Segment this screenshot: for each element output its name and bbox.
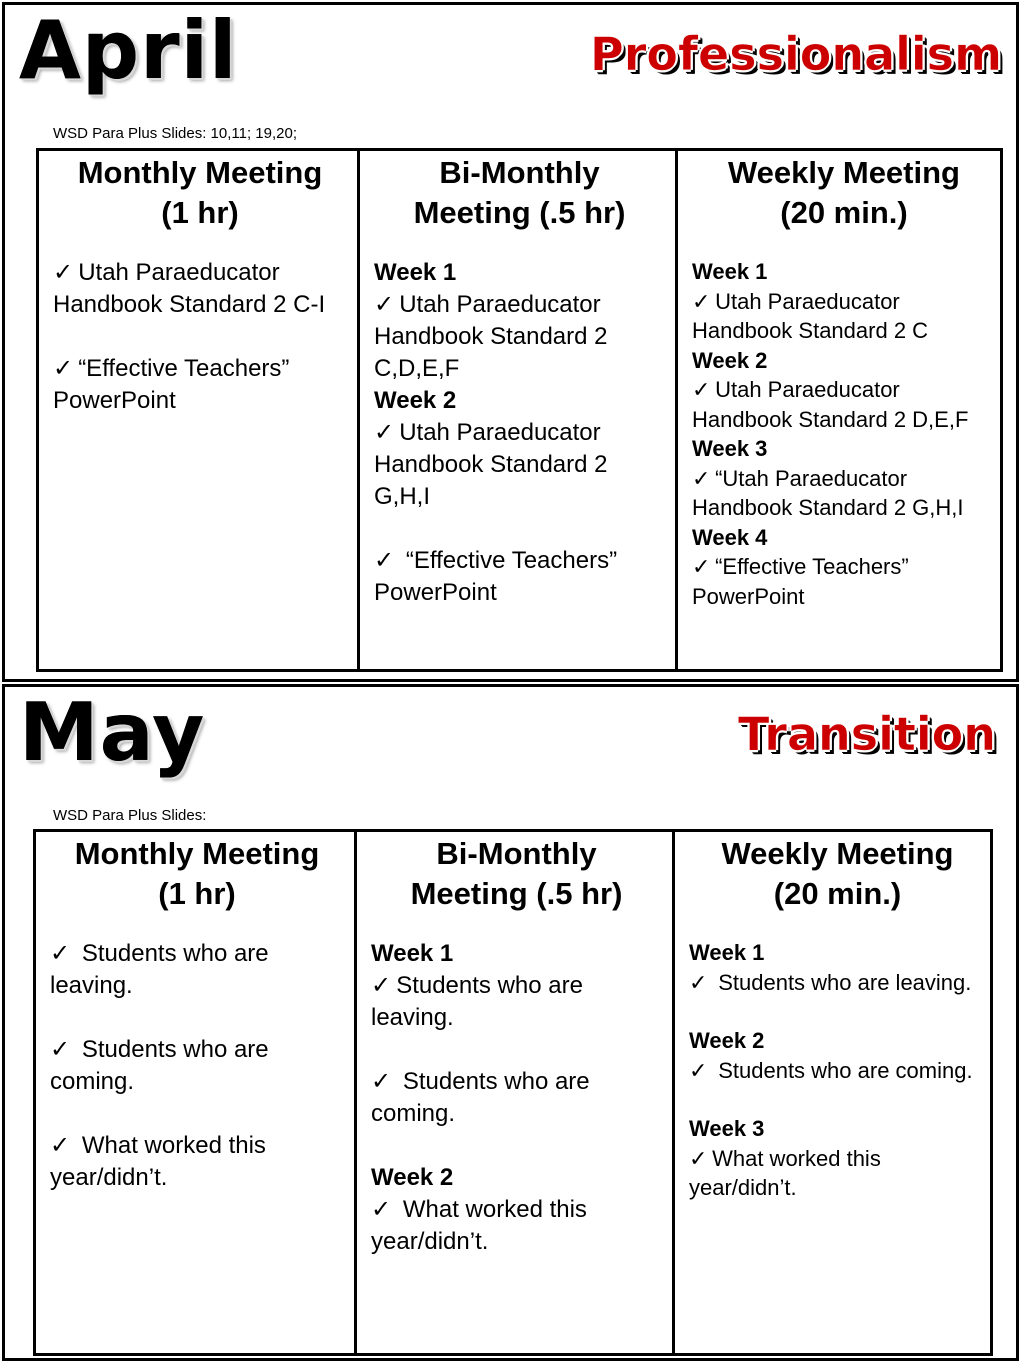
- column-body: [53, 257, 347, 417]
- list-item: [53, 353, 347, 417]
- item-text: Students who are coming.: [50, 1036, 269, 1095]
- week-label: Week 2: [689, 1028, 765, 1053]
- weekly-meeting-column: [675, 151, 1000, 669]
- check-mark-icon: ✓: [692, 288, 711, 314]
- item-text: Students who are leaving.: [371, 972, 583, 1031]
- list-item: [374, 417, 665, 513]
- week-label: Week 2: [371, 1164, 454, 1191]
- month-title: April: [19, 4, 238, 97]
- item-text: What worked this year/didn’t.: [50, 1132, 266, 1191]
- column-heading: [692, 153, 996, 233]
- check-mark-icon: ✓: [50, 1036, 71, 1063]
- week-label: Week 1: [371, 940, 454, 967]
- heading-line: Meeting (.5 hr): [410, 876, 623, 911]
- list-item: [374, 545, 665, 609]
- heading-line: (20 min.): [780, 195, 908, 230]
- check-mark-icon: ✓: [374, 547, 395, 574]
- item-text: Utah Paraeducator Handbook Standard 2 G,H,I: [374, 419, 608, 510]
- check-mark-icon: ✓: [50, 1132, 71, 1159]
- column-body: [371, 938, 662, 1258]
- item-text: Students who are leaving.: [50, 940, 269, 999]
- list-item: [50, 938, 344, 1002]
- check-mark-icon: ✓: [53, 259, 74, 286]
- item-text: Utah Paraeducator Handbook Standard 2 D,E,F: [692, 377, 969, 432]
- bi-monthly-meeting-column: [357, 151, 675, 669]
- item-text: Students who are coming.: [718, 1057, 973, 1083]
- heading-line: (1 hr): [158, 876, 236, 911]
- check-mark-icon: ✓: [371, 972, 392, 999]
- slides-reference: WSD Para Plus Slides: 10,11; 19,20;: [53, 125, 298, 142]
- list-item: [692, 375, 996, 434]
- bi-monthly-meeting-column: [354, 832, 672, 1353]
- list-item: [692, 552, 996, 611]
- column-heading: [689, 834, 986, 914]
- column-heading: [374, 153, 665, 233]
- check-mark-icon: ✓: [53, 355, 74, 382]
- check-mark-icon: ✓: [689, 1145, 708, 1171]
- item-text: Utah Paraeducator Handbook Standard 2 C: [692, 288, 929, 343]
- heading-line: (1 hr): [161, 195, 239, 230]
- list-item: [53, 257, 347, 321]
- item-text: What worked this year/didn’t.: [689, 1145, 881, 1200]
- column-heading: [50, 834, 344, 914]
- week-label: Week 1: [689, 940, 765, 965]
- list-item: [374, 289, 665, 385]
- column-heading: [371, 834, 662, 914]
- theme-title: Professionalism: [590, 27, 1002, 81]
- item-text: Utah Paraeducator Handbook Standard 2 C,D,E,F: [374, 291, 608, 382]
- list-item: [371, 1194, 662, 1258]
- column-body: [374, 257, 665, 609]
- list-item: [50, 1130, 344, 1194]
- list-item: [692, 464, 996, 523]
- month-title: May: [19, 686, 206, 779]
- check-mark-icon: ✓: [689, 1057, 708, 1083]
- week-label: Week 1: [692, 259, 768, 284]
- list-item: [689, 968, 986, 998]
- slides-reference: WSD Para Plus Slides:: [53, 807, 207, 824]
- check-mark-icon: ✓: [692, 465, 711, 491]
- list-item: [50, 1034, 344, 1098]
- item-text: “Effective Teachers” PowerPoint: [374, 547, 618, 606]
- week-label: Week 2: [692, 347, 768, 373]
- heading-line: Weekly Meeting: [721, 836, 954, 871]
- column-heading: [53, 153, 347, 233]
- list-item: [371, 970, 662, 1034]
- check-mark-icon: ✓: [692, 554, 711, 579]
- week-label: Week 4: [692, 524, 768, 550]
- check-mark-icon: ✓: [374, 291, 395, 318]
- column-body: [692, 257, 996, 611]
- list-item: [689, 1144, 986, 1203]
- heading-line: Bi-Monthly: [436, 836, 597, 871]
- heading-line: Meeting (.5 hr): [413, 195, 626, 230]
- week-label: Week 3: [689, 1116, 765, 1141]
- item-text: What worked this year/didn’t.: [371, 1196, 587, 1255]
- list-item: [371, 1066, 662, 1130]
- column-body: [689, 938, 986, 1203]
- april-slide: [2, 2, 1019, 682]
- item-text: “Utah Paraeducator Handbook Standard 2 G,H,I: [692, 465, 964, 520]
- check-mark-icon: ✓: [50, 940, 71, 967]
- meeting-table: [36, 148, 1003, 672]
- heading-line: (20 min.): [773, 876, 902, 911]
- item-text: “Effective Teachers” PowerPoint: [692, 554, 909, 609]
- item-text: Utah Paraeducator Handbook Standard 2 C-I: [53, 259, 326, 318]
- item-text: “Effective Teachers” PowerPoint: [53, 355, 290, 414]
- check-mark-icon: ✓: [374, 419, 395, 446]
- week-label: Week 1: [374, 259, 457, 286]
- item-text: Students who are leaving.: [718, 969, 972, 995]
- check-mark-icon: ✓: [692, 377, 711, 402]
- heading-line: Weekly Meeting: [727, 155, 960, 190]
- check-mark-icon: ✓: [371, 1196, 392, 1223]
- theme-title: Transition: [737, 707, 996, 761]
- monthly-meeting-column: [39, 151, 357, 669]
- heading-line: Monthly Meeting: [74, 836, 320, 871]
- item-text: Students who are coming.: [371, 1068, 590, 1127]
- weekly-meeting-column: [672, 832, 990, 1353]
- week-label: Week 2: [374, 387, 457, 414]
- monthly-meeting-column: [36, 832, 354, 1353]
- column-body: [50, 938, 344, 1194]
- week-label: Week 3: [692, 436, 768, 461]
- heading-line: Monthly Meeting: [77, 155, 323, 190]
- check-mark-icon: ✓: [371, 1068, 392, 1095]
- list-item: [692, 287, 996, 346]
- meeting-table: [33, 829, 993, 1356]
- check-mark-icon: ✓: [689, 969, 708, 995]
- list-item: [689, 1056, 986, 1086]
- heading-line: Bi-Monthly: [439, 155, 600, 190]
